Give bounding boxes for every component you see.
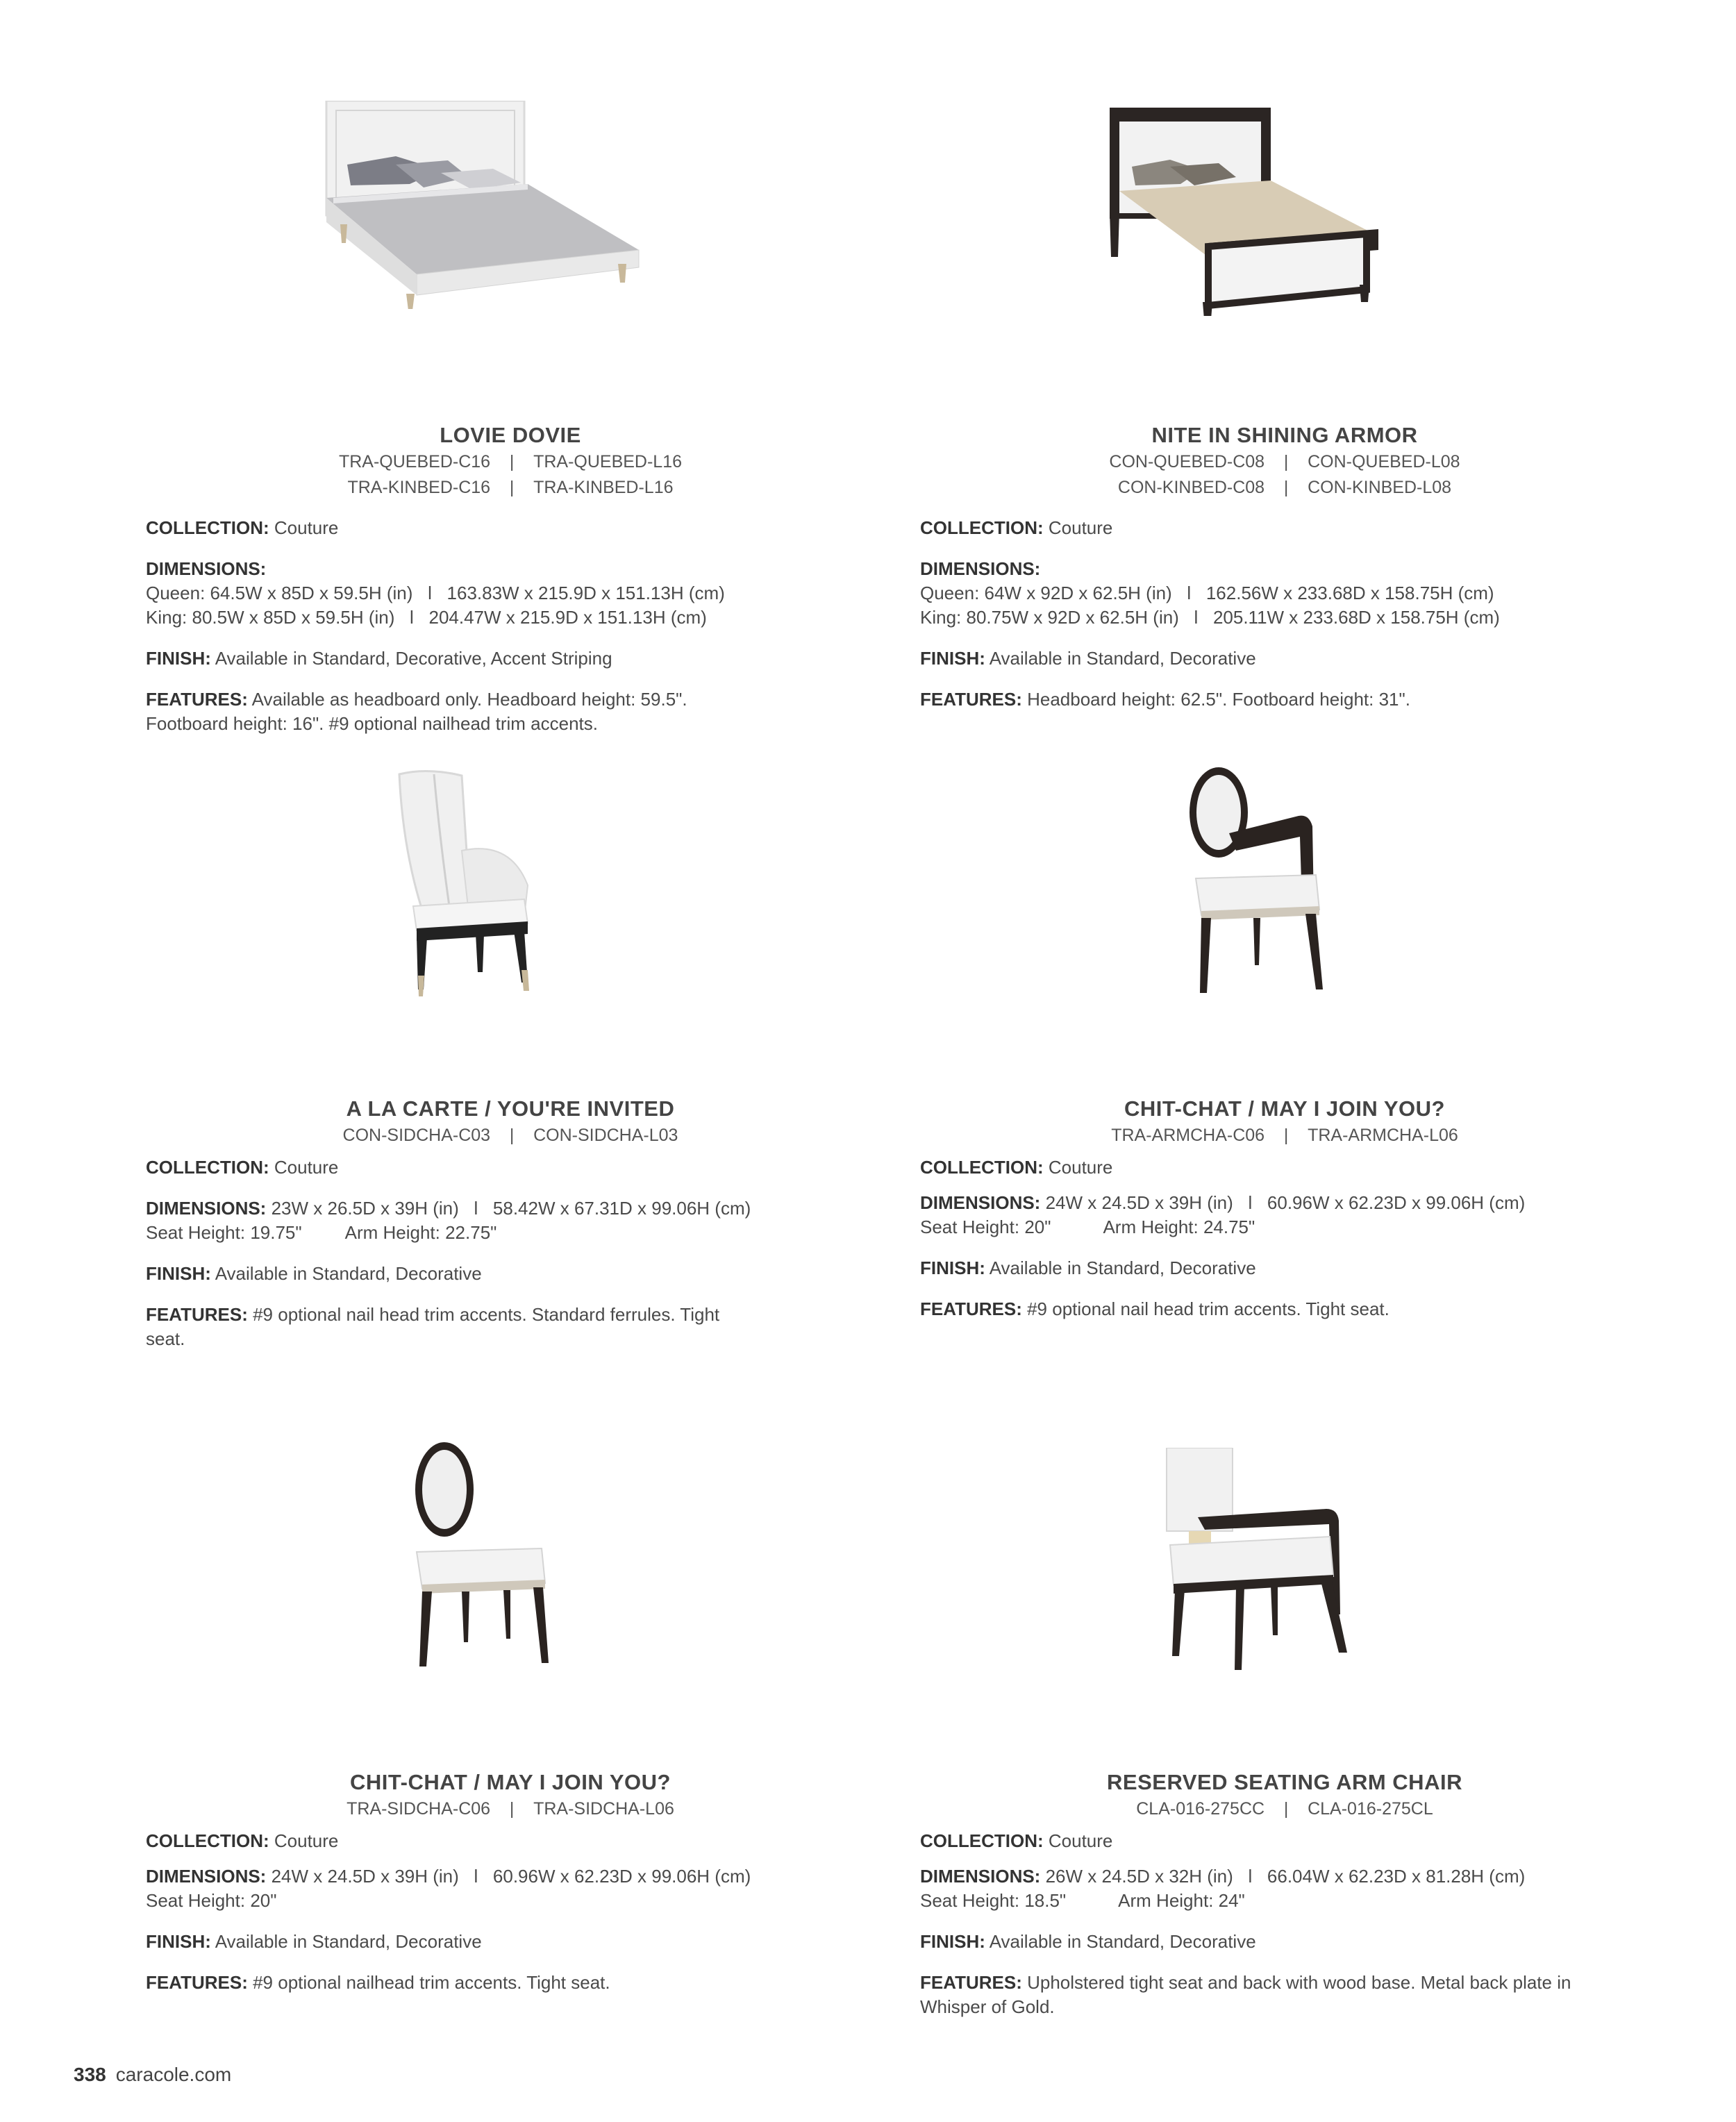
sku-list bbox=[920, 1123, 1649, 1148]
sku-code: CON-KINBED-C08 bbox=[1117, 478, 1265, 497]
finish-spec bbox=[146, 1262, 875, 1286]
oval-back-side-chair-icon bbox=[403, 1437, 569, 1673]
sku-separator: | bbox=[1283, 1799, 1289, 1819]
features-spec bbox=[146, 1303, 757, 1351]
spec-label: FINISH: bbox=[920, 648, 985, 669]
spec-value: Couture bbox=[1048, 517, 1113, 538]
features-spec bbox=[920, 1971, 1587, 2019]
features-spec bbox=[920, 1297, 1649, 1321]
sku-code: TRA-QUEBED-L16 bbox=[533, 452, 683, 471]
spec-label: DIMENSIONS: bbox=[920, 558, 1041, 579]
spec-value: #9 optional nailhead trim accents. Tight seat. bbox=[253, 1972, 610, 1993]
product-reserved-seating-arm-chair bbox=[920, 1430, 1649, 2019]
sku-code: CON-QUEBED-L08 bbox=[1308, 452, 1460, 471]
spec-label: COLLECTION: bbox=[920, 1157, 1044, 1178]
spec-label: COLLECTION: bbox=[146, 1157, 269, 1178]
sku-separator: | bbox=[1283, 452, 1289, 471]
sku-code: CON-SIDCHA-L03 bbox=[533, 1126, 678, 1145]
dimension-line: Queen: 64.5W x 85D x 59.5H (in) l 163.83W x 215.9D x 151.13H (cm) bbox=[146, 583, 725, 603]
spec-label: COLLECTION: bbox=[920, 517, 1044, 538]
spec-value: Available in Standard, Decorative, Accent Striping bbox=[215, 648, 612, 669]
spec-value: Couture bbox=[1048, 1157, 1113, 1178]
spec-value: Available in Standard, Decorative bbox=[989, 1258, 1256, 1278]
finish-spec bbox=[920, 1930, 1649, 1954]
features-spec bbox=[920, 687, 1649, 712]
side-chair-icon bbox=[385, 767, 566, 1003]
sku-code: CON-SIDCHA-C03 bbox=[342, 1126, 491, 1145]
spec-value: 24W x 24.5D x 39H (in) l 60.96W x 62.23D x 99.06H (cm) bbox=[271, 1866, 751, 1887]
product-chit-chat-arm-chair bbox=[920, 757, 1649, 1321]
dimensions-spec bbox=[146, 1196, 875, 1245]
collection-spec bbox=[146, 1829, 875, 1853]
dimension-line: King: 80.5W x 85D x 59.5H (in) l 204.47W x 215.9D x 151.13H (cm) bbox=[146, 607, 707, 628]
features-spec bbox=[146, 687, 771, 736]
sku-code: CON-QUEBED-C08 bbox=[1109, 452, 1265, 471]
finish-spec bbox=[146, 646, 875, 671]
sku-code: CON-KINBED-L08 bbox=[1308, 478, 1452, 497]
collection-spec bbox=[146, 516, 875, 540]
sku-separator: | bbox=[509, 478, 515, 497]
spec-value: Couture bbox=[274, 1830, 339, 1851]
arm-height: Arm Height: 24" bbox=[1118, 1890, 1245, 1911]
sku-separator: | bbox=[509, 452, 515, 471]
product-title: LOVIE DOVIE bbox=[440, 423, 581, 447]
dimensions-spec bbox=[146, 1864, 875, 1913]
product-image bbox=[146, 757, 875, 1014]
spec-value: 23W x 26.5D x 39H (in) l 58.42W x 67.31D x 99.06H (cm) bbox=[271, 1198, 751, 1219]
spec-value: Available in Standard, Decorative bbox=[215, 1931, 482, 1952]
spec-label: DIMENSIONS: bbox=[920, 1192, 1041, 1213]
sku-line bbox=[920, 1796, 1649, 1822]
spec-value: Couture bbox=[274, 517, 339, 538]
product-image bbox=[920, 90, 1649, 347]
finish-spec bbox=[920, 646, 1649, 671]
sku-line bbox=[146, 449, 875, 475]
sku-list bbox=[146, 449, 875, 501]
sku-code: TRA-SIDCHA-C06 bbox=[347, 1799, 491, 1819]
site-link[interactable]: caracole.com bbox=[115, 2064, 232, 2085]
sku-code: CLA-016-275CC bbox=[1136, 1799, 1265, 1819]
spec-value: #9 optional nail head trim accents. Standard ferrules. Tight seat. bbox=[146, 1304, 720, 1349]
product-image bbox=[146, 1430, 875, 1687]
product-image bbox=[920, 1430, 1649, 1687]
spec-label: COLLECTION: bbox=[920, 1830, 1044, 1851]
product-title: RESERVED SEATING ARM CHAIR bbox=[1107, 1770, 1462, 1794]
spec-label: FEATURES: bbox=[920, 1298, 1022, 1319]
spec-value: Available in Standard, Decorative bbox=[989, 648, 1256, 669]
arm-height: Arm Height: 24.75" bbox=[1103, 1217, 1255, 1237]
spec-value: Available in Standard, Decorative bbox=[215, 1263, 482, 1284]
product-lovie-dovie bbox=[146, 90, 875, 736]
spec-value: Available in Standard, Decorative bbox=[989, 1931, 1256, 1952]
sku-line bbox=[146, 1123, 875, 1148]
sku-line bbox=[920, 449, 1649, 475]
upholstered-bed-icon bbox=[319, 101, 646, 309]
spec-value: 26W x 24.5D x 32H (in) l 66.04W x 62.23D x 81.28H (cm) bbox=[1045, 1866, 1526, 1887]
dimensions-spec bbox=[920, 1191, 1649, 1239]
product-a-la-carte bbox=[146, 757, 875, 1351]
dimension-line: Queen: 64W x 92D x 62.5H (in) l 162.56W x 233.68D x 158.75H (cm) bbox=[920, 583, 1494, 603]
finish-spec bbox=[920, 1256, 1649, 1280]
spec-value: 24W x 24.5D x 39H (in) l 60.96W x 62.23D x 99.06H (cm) bbox=[1045, 1192, 1526, 1213]
seat-height: Seat Height: 20" bbox=[146, 1890, 277, 1911]
spec-value: Headboard height: 62.5". Footboard height: 31". bbox=[1027, 689, 1410, 710]
spec-label: DIMENSIONS: bbox=[146, 1198, 267, 1219]
spec-label: DIMENSIONS: bbox=[146, 558, 267, 579]
spec-label: FEATURES: bbox=[146, 1972, 248, 1993]
sku-line bbox=[920, 475, 1649, 501]
sku-separator: | bbox=[1283, 1126, 1289, 1145]
sku-code: TRA-KINBED-C16 bbox=[347, 478, 491, 497]
sku-code: TRA-KINBED-L16 bbox=[533, 478, 674, 497]
product-title: A LA CARTE / YOU'RE INVITED bbox=[346, 1096, 675, 1121]
oval-back-arm-chair-icon bbox=[1180, 764, 1347, 1000]
product-title: CHIT-CHAT / MAY I JOIN YOU? bbox=[350, 1770, 671, 1794]
page-number: 338 bbox=[74, 2064, 106, 2085]
spec-label: FEATURES: bbox=[146, 1304, 248, 1325]
spec-value: Couture bbox=[1048, 1830, 1113, 1851]
seat-height: Seat Height: 19.75" bbox=[146, 1222, 302, 1243]
spec-label: FINISH: bbox=[920, 1931, 985, 1952]
page-footer bbox=[74, 2064, 231, 2086]
collection-spec bbox=[146, 1155, 875, 1180]
sku-code: TRA-QUEBED-C16 bbox=[338, 452, 491, 471]
product-image bbox=[920, 757, 1649, 1014]
sku-code: CLA-016-275CL bbox=[1308, 1799, 1433, 1819]
product-nite-in-shining-armor bbox=[920, 90, 1649, 712]
dimension-line: King: 80.75W x 92D x 62.5H (in) l 205.11W x 233.68D x 158.75H (cm) bbox=[920, 607, 1500, 628]
collection-spec bbox=[920, 1829, 1649, 1853]
spec-label: FEATURES: bbox=[920, 1972, 1022, 1993]
seat-height: Seat Height: 18.5" bbox=[920, 1890, 1067, 1911]
collection-spec bbox=[920, 516, 1649, 540]
finish-spec bbox=[146, 1930, 875, 1954]
seat-height: Seat Height: 20" bbox=[920, 1217, 1051, 1237]
sku-line bbox=[146, 475, 875, 501]
sku-line bbox=[146, 1796, 875, 1822]
dimensions-spec bbox=[920, 557, 1649, 630]
spec-value: #9 optional nail head trim accents. Tight seat. bbox=[1027, 1298, 1389, 1319]
spec-label: FINISH: bbox=[146, 1931, 211, 1952]
sku-separator: | bbox=[509, 1799, 515, 1819]
dimensions-spec bbox=[146, 557, 875, 630]
product-title: NITE IN SHINING ARMOR bbox=[1151, 423, 1418, 447]
sku-list bbox=[146, 1796, 875, 1822]
spec-label: FEATURES: bbox=[146, 689, 248, 710]
spec-label: COLLECTION: bbox=[146, 517, 269, 538]
spec-label: FINISH: bbox=[920, 1258, 985, 1278]
frame-bed-icon bbox=[1104, 108, 1389, 316]
sku-code: TRA-ARMCHA-C06 bbox=[1111, 1126, 1265, 1145]
sku-code: TRA-SIDCHA-L06 bbox=[533, 1799, 674, 1819]
spec-label: DIMENSIONS: bbox=[920, 1866, 1041, 1887]
spec-value: Available as headboard only. Headboard height: 59.5". Footboard height: 16". #9 optional nailhead trim accents. bbox=[146, 689, 687, 734]
product-image bbox=[146, 90, 875, 347]
features-spec bbox=[146, 1971, 875, 1995]
arm-height: Arm Height: 22.75" bbox=[344, 1222, 497, 1243]
spec-label: COLLECTION: bbox=[146, 1830, 269, 1851]
product-title: CHIT-CHAT / MAY I JOIN YOU? bbox=[1124, 1096, 1445, 1121]
sku-separator: | bbox=[509, 1126, 515, 1145]
spec-value: Couture bbox=[274, 1157, 339, 1178]
sku-list bbox=[146, 1123, 875, 1148]
modern-arm-chair-icon bbox=[1160, 1448, 1361, 1677]
collection-spec bbox=[920, 1155, 1649, 1180]
spec-label: DIMENSIONS: bbox=[146, 1866, 267, 1887]
spec-label: FINISH: bbox=[146, 1263, 211, 1284]
sku-list bbox=[920, 449, 1649, 501]
sku-list bbox=[920, 1796, 1649, 1822]
dimensions-spec bbox=[920, 1864, 1649, 1913]
spec-value: Upholstered tight seat and back with wood base. Metal back plate in Whisper of Gold. bbox=[920, 1972, 1571, 2017]
product-chit-chat-side-chair bbox=[146, 1430, 875, 1995]
sku-line bbox=[920, 1123, 1649, 1148]
sku-separator: | bbox=[1283, 478, 1289, 497]
spec-label: FINISH: bbox=[146, 648, 211, 669]
spec-label: FEATURES: bbox=[920, 689, 1022, 710]
sku-code: TRA-ARMCHA-L06 bbox=[1308, 1126, 1458, 1145]
